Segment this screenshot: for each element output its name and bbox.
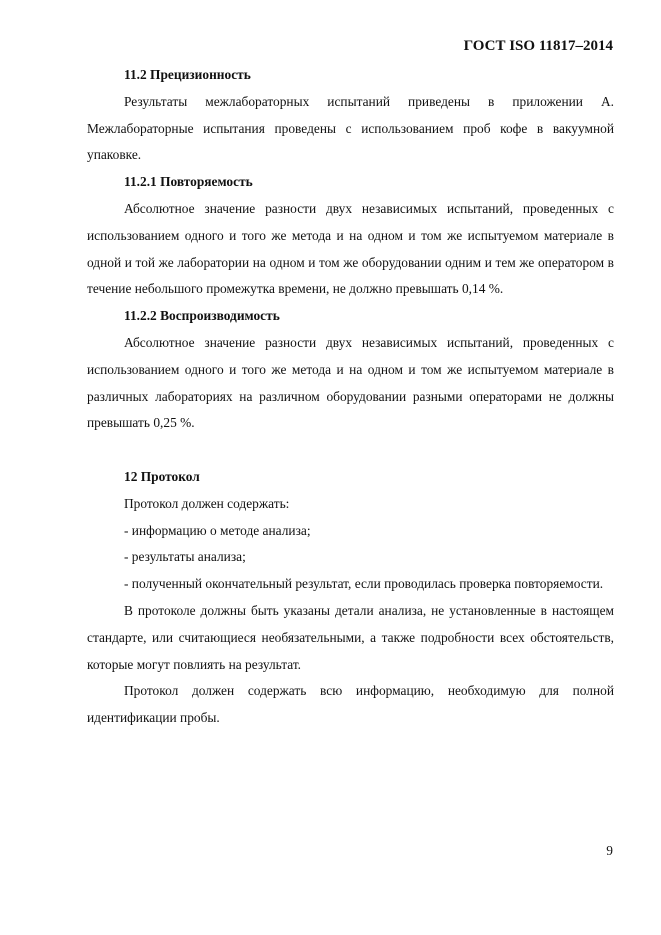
page-number: 9 [606, 843, 613, 858]
paragraph-protocol-identification: Протокол должен содержать всю информацию, необходимую для полной идентификации пробы. [87, 683, 614, 726]
section-heading-protocol: 12 Протокол [124, 468, 200, 484]
spacer [87, 437, 614, 464]
list-item: - полученный окончательный результат, если проводилась проверка повторяемости. [124, 576, 604, 592]
list-item: - информацию о методе анализа; [124, 522, 311, 538]
list-item: - результаты анализа; [124, 549, 246, 565]
paragraph-protocol-intro: Протокол должен содержать: [124, 495, 290, 511]
document-body [87, 62, 614, 732]
section-heading-reproducibility: 11.2.2 Воспроизводимость [124, 308, 280, 324]
paragraph-repeatability: Абсолютное значение разности двух независимых испытаний, проведенных с использованием одного и того же метода и на одном и том же испытуемом материале в одной и той же лаборатории на одном и том же оборудовании одним и тем же оператором в течение небольшого промежутка времени, не должно превышать 0,14 %. [87, 200, 614, 297]
section-heading-precision: 11.2 Прецизионность [124, 67, 251, 82]
document-header: ГОСТ ISO 11817–2014 [463, 38, 613, 54]
paragraph-precision: Результаты межлабораторных испытаний приведены в приложении А. Межлабораторные испытания проведены с использованием проб кофе в вакуумной упаковке. [87, 93, 614, 163]
paragraph-reproducibility: Абсолютное значение разности двух независимых испытаний, проведенных с использованием одного и того же метода и на одном и том же испытуемом материале в различных лабораториях на различном оборудовании разными операторами не должны превышать 0,25 %. [87, 334, 614, 431]
section-heading-repeatability: 11.2.1 Повторяемость [124, 174, 253, 190]
paragraph-protocol-details: В протоколе должны быть указаны детали анализа, не установленные в настоящем стандарте, или считающиеся необязательными, а также подробности всех обстоятельств, которые могут повлиять на результат. [87, 602, 614, 672]
